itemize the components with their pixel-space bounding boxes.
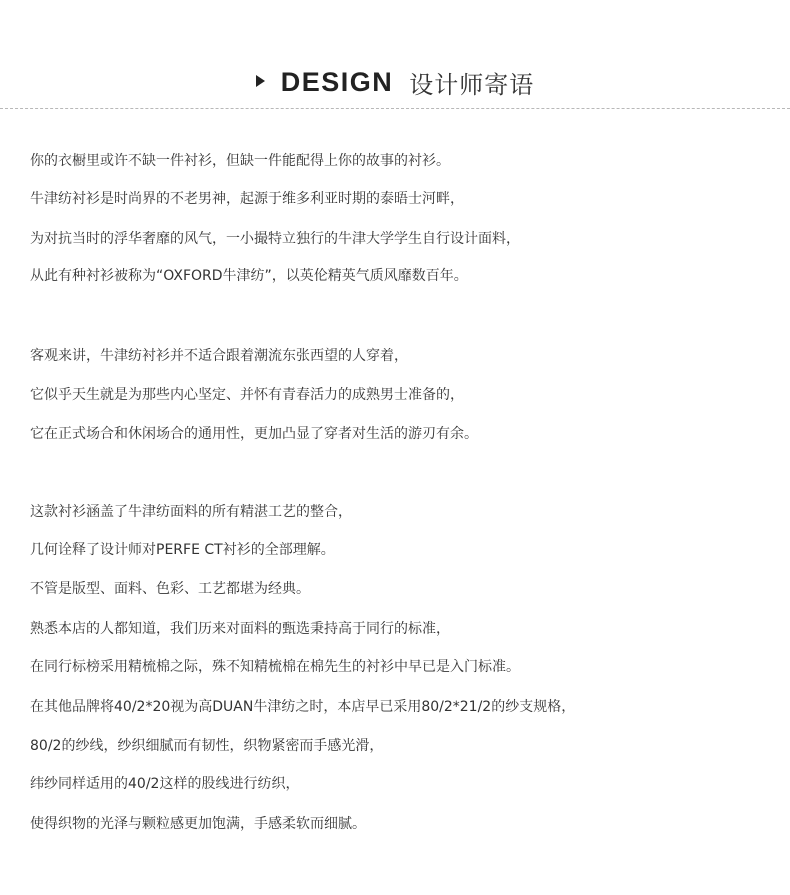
text-line: 它在正式场合和休闲场合的通用性，更加凸显了穿者对生活的游刃有余。 <box>30 426 478 442</box>
text-line: 它似乎天生就是为那些内心坚定、并怀有青春活力的成熟男士准备的， <box>30 387 464 403</box>
text-line: 这款衬衫涵盖了牛津纺面料的所有精湛工艺的整合， <box>30 504 352 520</box>
section-title-cn: 设计师寄语 <box>409 70 535 99</box>
text-line: 牛津纺衬衫是时尚界的不老男神，起源于维多利亚时期的泰晤士河畔， <box>30 191 464 207</box>
text-line: 从此有种衬衫被称为“OXFORD牛津纺”，以英伦精英气质风靡数百年。 <box>30 268 468 284</box>
text-line: 熟悉本店的人都知道，我们历来对面料的甄选秉持高于同行的标准， <box>30 621 450 637</box>
text-line: 不管是版型、面料、色彩、工艺都堪为经典。 <box>30 581 310 597</box>
text-line: 你的衣橱里或许不缺一件衬衫，但缺一件能配得上你的故事的衬衫。 <box>30 153 450 169</box>
text-line: 几何诠释了设计师对PERFE CT衬衫的全部理解。 <box>30 542 335 558</box>
text-line: 为对抗当时的浮华奢靡的风气，一小撮特立独行的牛津大学学生自行设计面料， <box>30 231 520 247</box>
text-line: 纬纱同样适用的40/2这样的股线进行纺织， <box>30 776 300 792</box>
text-line: 使得织物的光泽与颗粒感更加饱满，手感柔软而细腻。 <box>30 816 366 832</box>
dashed-divider <box>0 108 790 109</box>
text-line: 客观来讲，牛津纺衬衫并不适合跟着潮流东张西望的人穿着， <box>30 348 408 364</box>
section-title-en: DESIGN <box>280 66 394 97</box>
play-arrow-icon <box>256 75 265 87</box>
text-line: 在同行标榜采用精梳棉之际，殊不知精梳棉在棉先生的衬衫中早已是入门标准。 <box>30 659 520 675</box>
text-line: 在其他品牌将40/2*20视为高DUAN牛津纺之时，本店早已采用80/2*21/2的纱支规格， <box>30 699 576 715</box>
text-line: 80/2的纱线，纱织细腻而有韧性，织物紧密而手感光滑， <box>30 738 384 754</box>
section-header <box>0 62 790 102</box>
